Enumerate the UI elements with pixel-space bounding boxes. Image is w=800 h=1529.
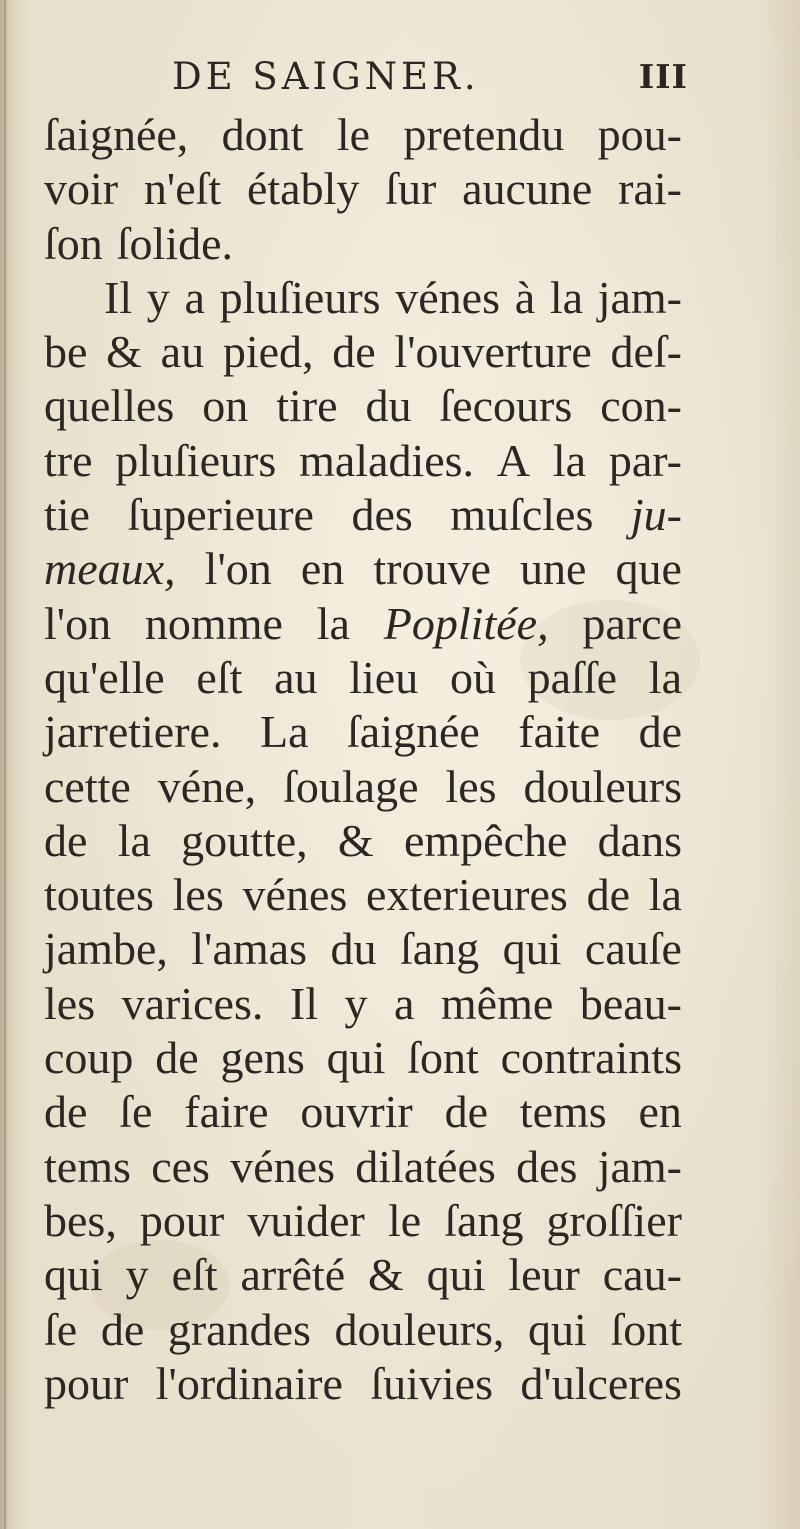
page-number: III [638, 57, 688, 96]
word: lieu [349, 651, 419, 703]
word: n'eſt [143, 163, 222, 215]
word: les [172, 869, 224, 921]
word: de [332, 326, 376, 378]
text-line [44, 325, 682, 379]
word: deſ- [610, 326, 682, 378]
text-line [44, 217, 682, 271]
word: le [387, 1194, 422, 1246]
word: pluſieurs [219, 271, 381, 323]
word: tems [44, 1140, 131, 1192]
text-line [44, 488, 682, 542]
word: étably [246, 163, 360, 215]
running-title: DE SAIGNER. [172, 55, 480, 98]
word: de [44, 1086, 88, 1138]
word: au [274, 651, 318, 703]
word: voir [44, 163, 119, 215]
word: vénes [230, 1140, 335, 1192]
word: coup [44, 1032, 134, 1084]
word: dans [597, 814, 682, 866]
text-line [44, 1248, 682, 1302]
word: aucune [462, 163, 593, 215]
word: la [648, 869, 682, 921]
page-gutter [0, 0, 14, 1529]
word: cauſe [584, 923, 682, 975]
word: on [202, 380, 249, 432]
word: de [444, 1086, 488, 1138]
word: parce [582, 597, 682, 649]
word: ju- [630, 489, 682, 541]
word: la [117, 814, 151, 866]
word: vénes [242, 869, 348, 921]
word: nomme [144, 597, 283, 649]
text-line [44, 1085, 682, 1139]
word: y [125, 1249, 149, 1301]
word: a [393, 977, 415, 1029]
text-line [44, 1357, 682, 1411]
text-line [44, 597, 682, 651]
word: exterieures [366, 869, 568, 921]
word: cette [44, 760, 131, 812]
word: con- [600, 380, 682, 432]
word: de [44, 814, 88, 866]
word: vuider [247, 1194, 365, 1246]
text-line [44, 1140, 682, 1194]
word: & [106, 326, 142, 378]
word: la [549, 271, 584, 323]
word: douleurs [523, 760, 682, 812]
word: dont [221, 109, 304, 160]
word: pluſieurs [115, 434, 277, 486]
word: douleurs, [334, 1303, 505, 1355]
word: ſolide. [116, 217, 234, 269]
text-line [44, 271, 682, 325]
word: goutte, [181, 814, 308, 866]
word: a [184, 271, 205, 323]
word: qui [426, 1249, 486, 1301]
word: pied, [222, 326, 314, 378]
word: pou- [597, 109, 682, 160]
word: Il [104, 271, 133, 323]
text-line [44, 868, 682, 922]
word: jam- [597, 1140, 682, 1192]
word: beau- [579, 977, 682, 1029]
text-line [44, 434, 682, 488]
word: de [638, 706, 682, 758]
word: faire [184, 1086, 269, 1138]
word: des [516, 1140, 578, 1192]
word: qui [502, 923, 562, 975]
word: du [330, 923, 377, 975]
text-line [44, 379, 682, 433]
word: ſont [610, 1303, 682, 1355]
word: au [160, 326, 205, 378]
word: ouvrir [300, 1086, 413, 1138]
word: ſang [399, 923, 480, 975]
word: qui [44, 1249, 103, 1301]
word: l'amas [191, 923, 307, 975]
word: les [44, 977, 96, 1029]
word: groſſier [546, 1194, 682, 1246]
word: paſſe [527, 651, 618, 703]
word: pretendu [403, 109, 565, 160]
text-line [44, 1303, 682, 1357]
word: arrêté [240, 1249, 346, 1301]
word: bes, [44, 1194, 117, 1246]
word: véne, [157, 760, 257, 812]
word: gens [220, 1032, 305, 1084]
word: la [552, 434, 587, 486]
word: à [514, 271, 536, 323]
word: ſoulage [283, 760, 419, 812]
word: de [586, 869, 631, 921]
text-line [44, 760, 682, 814]
text-line [44, 977, 682, 1031]
word: ſuperieure [127, 489, 314, 541]
word: de [100, 1303, 145, 1355]
word: trouve [373, 543, 491, 595]
word: quelles [44, 380, 175, 432]
word: Poplitée, [383, 597, 549, 649]
word: varices. [121, 977, 264, 1029]
word: ſaignée, [44, 109, 189, 160]
word: eſt [196, 651, 243, 703]
text-line [44, 651, 682, 705]
word: & [368, 1249, 404, 1301]
word: dilatées [355, 1140, 496, 1192]
word: par- [608, 434, 682, 486]
word: que [615, 543, 682, 595]
text-line [44, 542, 682, 596]
word: jarretiere. [44, 706, 222, 758]
word: l'ordinaire [155, 1357, 343, 1409]
word: ſecours [439, 380, 573, 432]
word: d'ulceres [520, 1357, 682, 1409]
word: rai- [618, 163, 682, 215]
text-line [44, 162, 682, 216]
word: l'on [204, 543, 272, 595]
running-head [172, 52, 692, 102]
word: leur [508, 1249, 580, 1301]
word: les [445, 760, 497, 812]
word: la [648, 651, 682, 703]
word: toutes [44, 869, 154, 921]
word: contraints [500, 1032, 682, 1084]
word: Il [289, 977, 318, 1029]
word: faite [518, 706, 601, 758]
word: & [337, 814, 374, 866]
word: ces [151, 1140, 210, 1192]
word: jam- [597, 271, 682, 323]
word: le [336, 109, 371, 160]
word: qu'elle [44, 651, 165, 703]
word: pour [44, 1357, 129, 1409]
word: ſang [444, 1194, 524, 1246]
text-line [44, 108, 682, 162]
word: ſon [44, 217, 103, 269]
word: l'ouverture [394, 326, 592, 378]
word: y [146, 271, 170, 323]
word: ſe [44, 1303, 78, 1355]
word: muſcles [450, 489, 594, 541]
word: tire [276, 380, 338, 432]
text-line [44, 1194, 682, 1248]
text-line [44, 814, 682, 868]
word: y [344, 977, 368, 1029]
word: en [638, 1086, 682, 1138]
word: La [259, 706, 309, 758]
word: où [449, 651, 496, 703]
word: en [300, 543, 345, 595]
word: vénes [395, 271, 501, 323]
binding-line [4, 0, 6, 1529]
body-text [44, 108, 682, 1411]
word: jambe, [44, 923, 168, 975]
word: de [155, 1032, 199, 1084]
word: tems [519, 1086, 607, 1138]
word: ſuivies [370, 1357, 493, 1409]
word: même [440, 977, 554, 1029]
word: tie [44, 489, 90, 541]
word: maladies. [299, 434, 475, 486]
word: A [496, 434, 531, 486]
word: des [351, 489, 413, 541]
word: grandes [167, 1303, 311, 1355]
word: ſe [119, 1086, 153, 1138]
text-line [44, 922, 682, 976]
word: qui [326, 1032, 386, 1084]
word: la [316, 597, 350, 649]
word: du [365, 380, 412, 432]
word: cau- [602, 1249, 682, 1301]
word: meaux, [44, 543, 176, 595]
word: l'on [44, 597, 112, 649]
word: pour [139, 1194, 225, 1246]
word: be [44, 326, 88, 378]
text-line [44, 1031, 682, 1085]
word: empêche [403, 814, 568, 866]
word: une [520, 543, 587, 595]
word: ſaignée [347, 706, 480, 758]
word: qui [528, 1303, 587, 1355]
text-line [44, 705, 682, 759]
word: ſur [385, 163, 437, 215]
word: ſont [407, 1032, 479, 1084]
word: eſt [171, 1249, 218, 1301]
word: tre [44, 434, 93, 486]
